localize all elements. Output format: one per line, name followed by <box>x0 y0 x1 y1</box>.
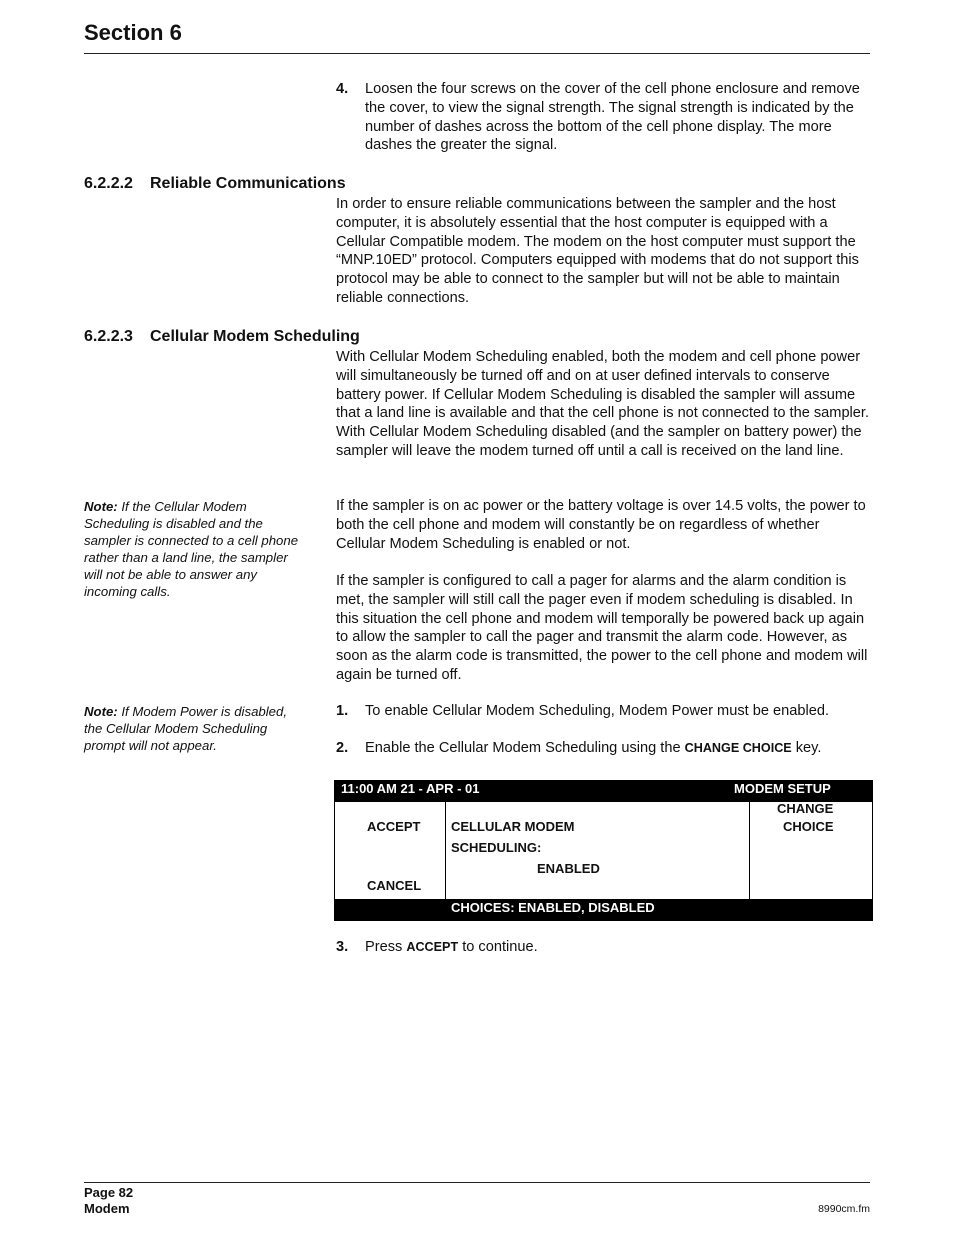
display-screen-name: MODEM SETUP <box>734 781 831 796</box>
chapter-name: Modem <box>84 1201 130 1216</box>
step-text: Loosen the four screws on the cover of the cell phone enclosure and remove the cover, to view the signal strength. The signal strength is indicated by the number of dashes across the bottom of the cell phone display. The more dashes the greater the signal. <box>365 81 860 154</box>
note-text: If Modem Power is disabled, the Cellular Modem Scheduling prompt will not appear. <box>84 704 288 753</box>
subsection-title: Reliable Communications <box>150 175 346 192</box>
scheduling-para-3: If the sampler is configured to call a pager for alarms and the alarm condition is met, the sampler will still call the pager even if modem scheduling is disabled. In this situation the cell phone and modem will temporally be powered back up again to allow the sampler to call the pager and transmit the alarm code. However, as soon as the alarm code is transmitted, the power to the cell phone and modem will again be turned off. <box>336 573 868 683</box>
subsection-title: Cellular Modem Scheduling <box>150 328 360 345</box>
step-number: 4. <box>336 81 349 97</box>
header-rule <box>84 53 870 54</box>
step-number: 1. <box>336 703 349 719</box>
display-title-bar <box>335 781 872 802</box>
side-note-2 <box>84 703 308 754</box>
step-4 <box>336 80 872 155</box>
footer-rule <box>84 1182 870 1183</box>
key-name: ACCEPT <box>406 940 459 954</box>
display-time: 11:00 AM 21 - APR - 01 <box>341 781 480 796</box>
file-name: 8990cm.fm <box>818 1203 870 1215</box>
cancel-softkey[interactable]: CANCEL <box>367 878 422 893</box>
prompt-line-1: CELLULAR MODEM <box>451 819 575 834</box>
side-note-1 <box>84 498 308 600</box>
accept-softkey[interactable]: ACCEPT <box>367 819 421 834</box>
display-divider-left <box>445 802 446 899</box>
display-choices-bar <box>335 899 872 920</box>
subsection-number: 6.2.2.2 <box>84 175 133 192</box>
step-2 <box>336 739 872 758</box>
reliable-body: In order to ensure reliable communications between the sampler and the host computer, it is absolutely essential that the host computer is equipped with a Cellular Compatible modem. The modem on the host computer must support the “MNP.10ED” protocol. Computers equipped with modems that do not support this protocol may be able to connect to the sampler but will not be able to maintain reliable connections. <box>336 196 859 306</box>
step-1 <box>336 702 872 721</box>
prompt-line-2: SCHEDULING: <box>451 840 542 855</box>
change-choice-softkey-line-2[interactable]: CHOICE <box>783 819 834 834</box>
scheduling-para-1: With Cellular Modem Scheduling enabled, both the modem and cell phone power will simultaneously be turned off and on at user defined intervals to conserve battery power. If Cellular Modem Scheduling is disabled the sampler will assume that a land line is available and that the cell phone is not connected to the sampler. With Cellular Modem Scheduling disabled (and the sampler on battery power) the sampler will leave the modem turned off until a call is received on the land line. <box>336 349 870 459</box>
scheduling-para-2: If the sampler is on ac power or the battery voltage is over 14.5 volts, the power to both the cell phone and modem will constantly be on regardless of whether Cellular Modem Scheduling is enabled or not. <box>336 498 866 552</box>
note-label: Note: <box>84 704 118 719</box>
key-name: CHANGE CHOICE <box>684 741 792 755</box>
section-title: Section 6 <box>84 20 182 45</box>
footer-left <box>84 1185 133 1217</box>
step-text: Enable the Cellular Modem Scheduling using the CHANGE CHOICE key. <box>365 740 822 756</box>
display-choices: CHOICES: ENABLED, DISABLED <box>451 900 655 915</box>
display-screen <box>334 780 873 921</box>
display-divider-right <box>749 802 750 899</box>
step-3 <box>336 938 872 957</box>
step-text: To enable Cellular Modem Scheduling, Modem Power must be enabled. <box>365 703 830 719</box>
subsection-heading-reliable <box>84 175 346 193</box>
note-text: If the Cellular Modem Scheduling is disabled and the sampler is connected to a cell phone rather than a land line, the sampler will not be able to answer any incoming calls. <box>84 499 299 599</box>
note-label: Note: <box>84 499 118 514</box>
subsection-number: 6.2.2.3 <box>84 328 133 345</box>
step-number: 2. <box>336 740 349 756</box>
subsection-heading-scheduling <box>84 328 360 346</box>
step-text: Press ACCEPT to continue. <box>365 939 538 955</box>
prompt-value: ENABLED <box>537 861 600 876</box>
page-number: Page 82 <box>84 1185 134 1200</box>
step-number: 3. <box>336 939 349 955</box>
change-choice-softkey-line-1[interactable]: CHANGE <box>777 801 834 816</box>
